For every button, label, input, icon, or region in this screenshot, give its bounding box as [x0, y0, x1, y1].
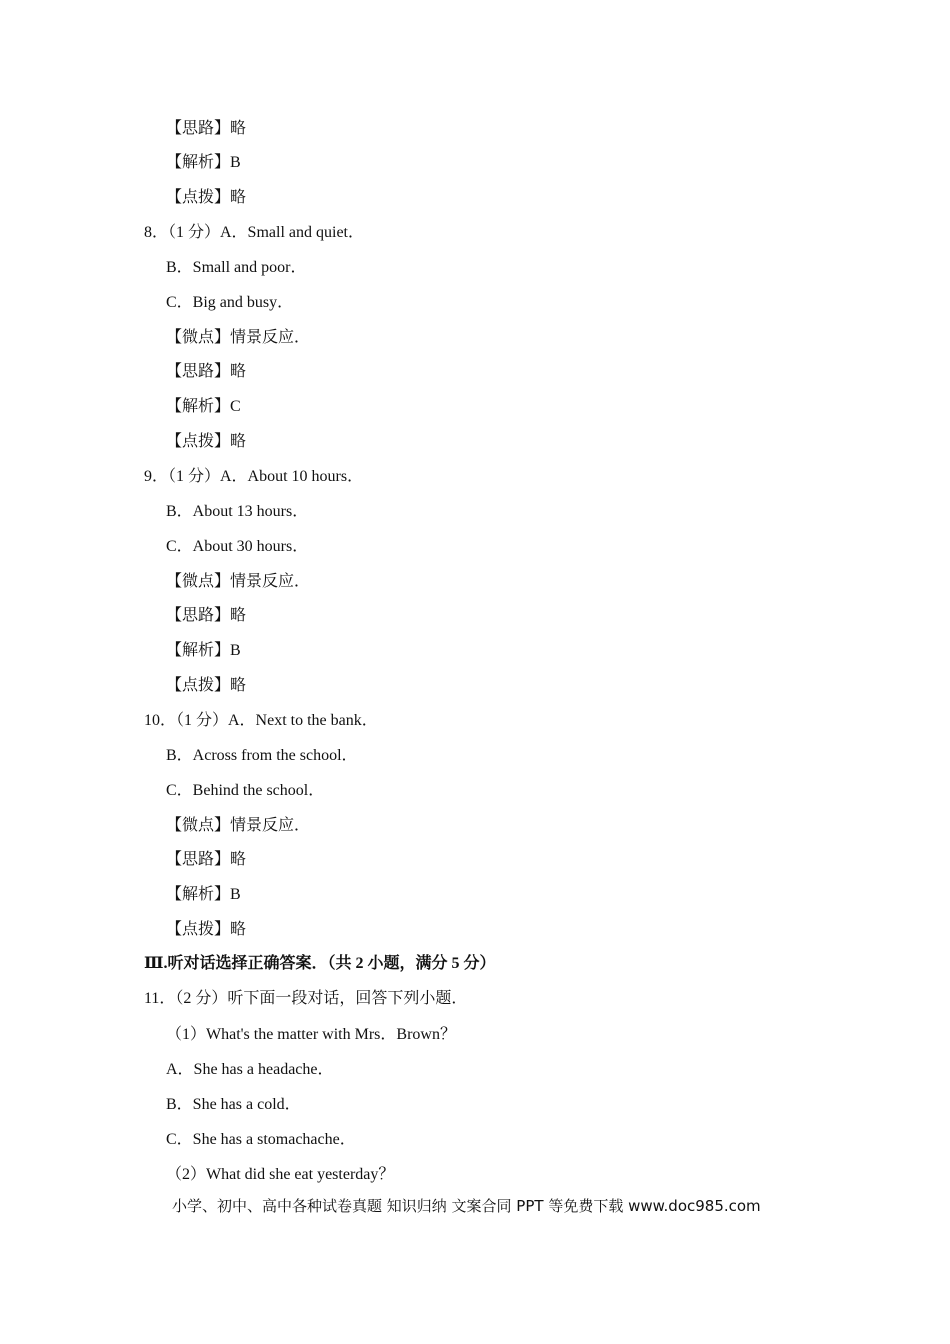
q8-weidian: 【微点】情景反应．: [166, 329, 311, 346]
q10-silu: 【思路】略: [166, 851, 247, 868]
q11-sub-question-2: （2）What did she eat yesterday？: [166, 1166, 395, 1183]
q9-weidian: 【微点】情景反应．: [166, 573, 311, 590]
q10-weidian: 【微点】情景反应．: [166, 817, 311, 834]
q10-stem: 10．（1 分）A．Next to the bank．: [144, 712, 378, 729]
q9-option-b: B．About 13 hours．: [166, 503, 309, 520]
q11-sub-question-1: （1）What's the matter with Mrs．Brown？: [166, 1026, 456, 1043]
q9-jiexi: 【解析】B: [166, 642, 241, 659]
q7-silu: 【思路】略: [166, 120, 247, 137]
q7-jiexi: 【解析】B: [166, 154, 241, 171]
q10-option-c: C．Behind the school．: [166, 782, 325, 799]
q8-option-c: C．Big and busy．: [166, 294, 294, 311]
q10-option-b: B．Across from the school．: [166, 747, 358, 764]
q7-dianbo: 【点拨】略: [166, 189, 247, 206]
q11-sub1-option-b: B．She has a cold．: [166, 1096, 301, 1113]
q8-stem: 8．（1 分）A．Small and quiet．: [144, 224, 364, 241]
q11-sub1-option-c: C．She has a stomachache．: [166, 1131, 356, 1148]
section-3-heading: Ⅲ.听对话选择正确答案．（共 2 小题，满分 5 分）: [144, 955, 496, 972]
q9-silu: 【思路】略: [166, 607, 247, 624]
q8-jiexi: 【解析】C: [166, 398, 241, 415]
q8-option-b: B．Small and poor．: [166, 259, 307, 276]
q11-sub1-option-a: A．She has a headache．: [166, 1061, 334, 1078]
q9-stem: 9．（1 分）A．About 10 hours．: [144, 468, 364, 485]
q11-stem: 11．（2 分）听下面一段对话，回答下列小题．: [144, 990, 468, 1007]
page-footer: 小学、初中、高中各种试卷真题 知识归纳 文案合同 PPT 等免费下载 www.doc985.com: [172, 1197, 761, 1215]
q8-silu: 【思路】略: [166, 363, 247, 380]
q9-dianbo: 【点拨】略: [166, 677, 247, 694]
q8-dianbo: 【点拨】略: [166, 433, 247, 450]
q9-option-c: C．About 30 hours．: [166, 538, 309, 555]
q10-jiexi: 【解析】B: [166, 886, 241, 903]
q10-dianbo: 【点拨】略: [166, 921, 247, 938]
